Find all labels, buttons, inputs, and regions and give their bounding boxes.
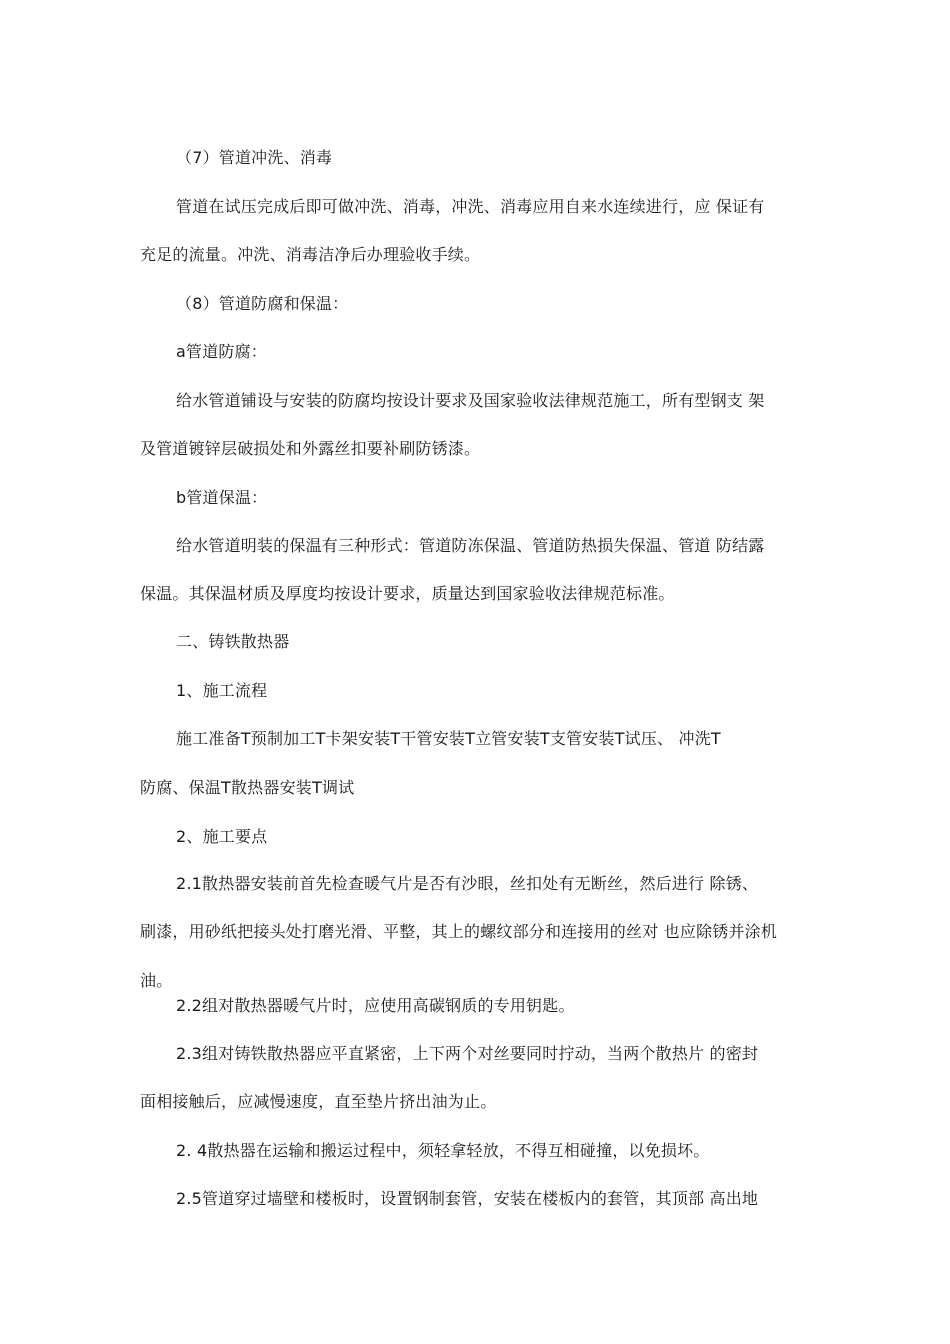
paragraph-line: 2.1散热器安装前首先检查暖气片是否有沙眼，丝扣处有无断丝，然后进行 除锈、 — [176, 874, 759, 893]
section-heading-7: （7）管道冲洗、消毒 — [176, 148, 333, 167]
paragraph-line: 2.2组对散热器暖气片时，应使用高碳钢质的专用钥匙。 — [176, 996, 575, 1015]
paragraph-line: 防腐、保温T散热器安装T调试 — [140, 778, 355, 797]
paragraph-line: 2.5管道穿过墙壁和楼板时，设置钢制套管，安装在楼板内的套管，其顶部 高出地 — [176, 1189, 759, 1208]
paragraph-line: 给水管道铺设与安装的防腐均按设计要求及国家验收法律规范施工，所有型钢支 架 — [176, 391, 765, 410]
paragraph-line: 管道在试压完成后即可做冲洗、消毒，冲洗、消毒应用自来水连续进行，应 保证有 — [176, 197, 765, 216]
paragraph-line: 及管道镀锌层破损处和外露丝扣要补刷防锈漆。 — [140, 439, 481, 458]
paragraph-line: 2.3组对铸铁散热器应平直紧密，上下两个对丝要同时拧动，当两个散热片 的密封 — [176, 1044, 759, 1063]
paragraph-line: 油。 — [140, 971, 173, 990]
chapter-heading: 二、铸铁散热器 — [176, 632, 290, 651]
subheading-2: 2、施工要点 — [176, 827, 268, 846]
subheading-a: a管道防腐： — [176, 342, 268, 361]
paragraph-line: 刷漆，用砂纸把接头处打磨光滑、平整，其上的螺纹部分和连接用的丝对 也应除锈并涂机 — [140, 922, 778, 941]
subheading-b: b管道保温： — [176, 488, 268, 507]
paragraph-line: 施工准备T预制加工T卡架安装T干管安装T立管安装T支管安装T试压、 冲洗T — [176, 729, 721, 748]
paragraph-line: 保温。其保温材质及厚度均按设计要求，质量达到国家验收法律规范标准。 — [140, 584, 675, 603]
section-heading-8: （8）管道防腐和保温： — [176, 294, 349, 313]
paragraph-line: 给水管道明装的保温有三种形式：管道防冻保温、管道防热损失保温、管道 防结露 — [176, 536, 765, 555]
paragraph-line: 2. 4散热器在运输和搬运过程中，须轻拿轻放，不得互相碰撞，以免损坏。 — [176, 1141, 710, 1160]
subheading-1: 1、施工流程 — [176, 681, 268, 700]
paragraph-line: 充足的流量。冲洗、消毒洁净后办理验收手续。 — [140, 245, 481, 264]
paragraph-line: 面相接触后，应减慢速度，直至垫片挤出油为止。 — [140, 1092, 497, 1111]
